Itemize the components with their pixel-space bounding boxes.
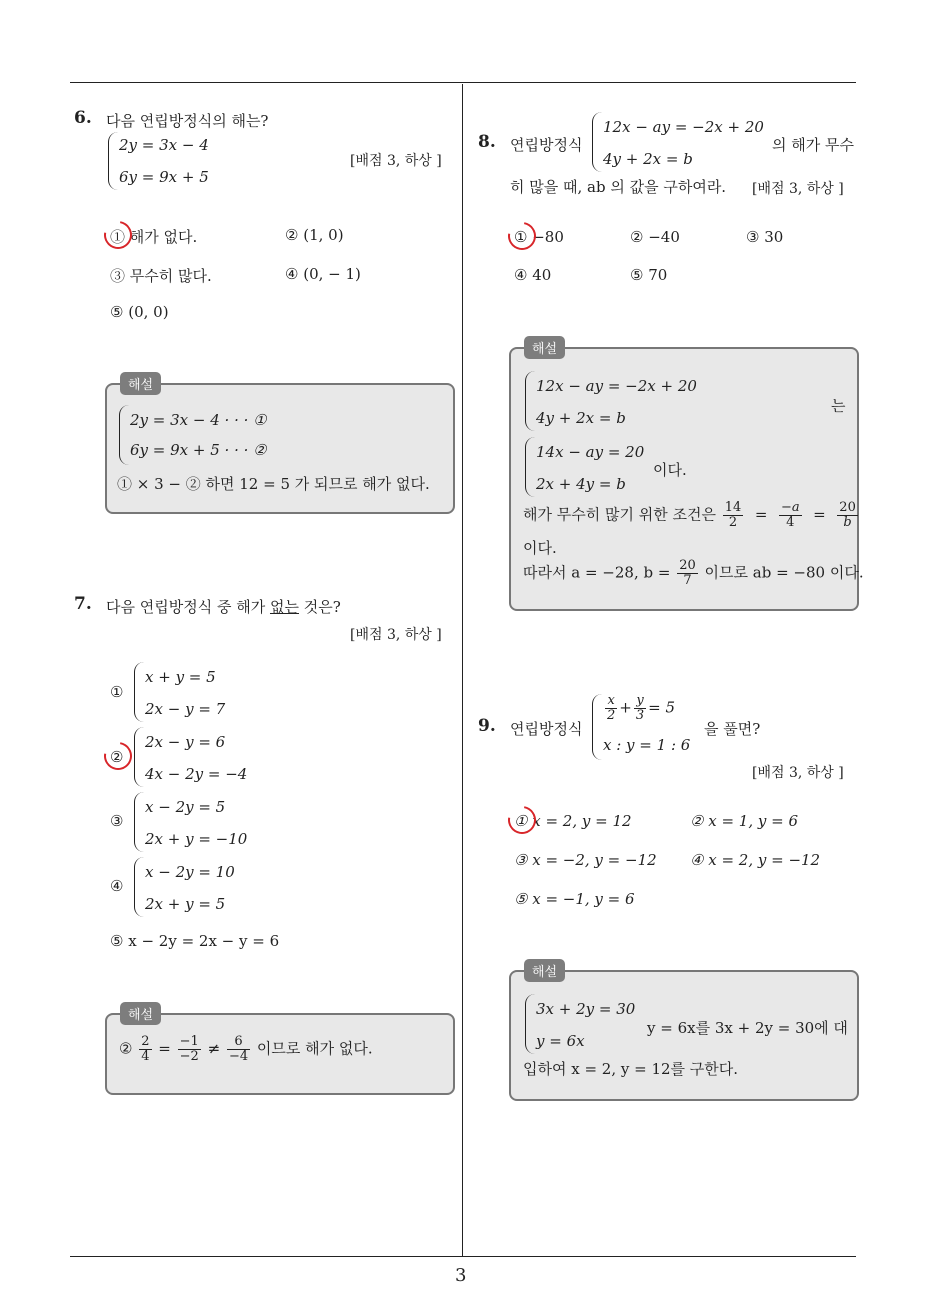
q7-c2-eq2: 4x − 2y = −4 <box>145 765 248 783</box>
q8-frac-3-num: 20 <box>839 500 856 515</box>
q7-eq-sign: = <box>158 1039 171 1058</box>
q7-meta: [배점 3, 하상 ] <box>350 627 442 643</box>
q6-solution-system <box>119 405 328 465</box>
q9-eq2: x : y = 1 : 6 <box>603 736 691 754</box>
q8-s-eq2: 4y + 2x = b <box>536 409 626 427</box>
q8-frac-3 <box>837 501 858 530</box>
q7-frac-3 <box>227 1035 250 1064</box>
q8-s-eq1: 12x − ay = −2x + 20 <box>536 377 697 395</box>
q7-choice-4-label[interactable]: ④ <box>110 877 124 895</box>
q7-choice-3-system[interactable] <box>134 792 283 852</box>
q8-frac-1-den: 2 <box>728 515 738 530</box>
q9-choice-1[interactable]: ① x = 2, y = 12 <box>514 812 632 830</box>
q7-text-underline: 없는 <box>269 598 299 616</box>
q8-solution-box <box>509 347 864 611</box>
q7-sol-line <box>119 1035 373 1064</box>
q7-text <box>106 596 341 617</box>
q9-system <box>592 694 701 760</box>
q7-number: 7. <box>74 594 92 614</box>
q9-number: 9. <box>478 716 496 736</box>
q8-frac-2-num: −a <box>780 500 800 515</box>
q7-c1-eq1: x + y = 5 <box>145 668 216 686</box>
q8-s-cond: 해가 무수히 많기 위한 조건은 <box>523 505 716 524</box>
answer-mark-circle <box>99 216 138 255</box>
q7-choice-5[interactable]: ⑤ x − 2y = 2x − y = 6 <box>110 932 280 950</box>
q9-eq1 <box>603 694 675 723</box>
q8-frac-2-den: 4 <box>786 515 795 530</box>
q6-number: 6. <box>74 108 92 128</box>
q8-meta: [배점 3, 하상 ] <box>752 181 844 197</box>
q8-pre: 연립방정식 <box>510 136 583 154</box>
q9-choice-3[interactable]: ③ x = −2, y = −12 <box>514 851 657 869</box>
q9-plus: + <box>619 698 632 717</box>
q7-frac-1-den: 4 <box>141 1049 150 1064</box>
q9-solution-box <box>509 970 859 1101</box>
q6-eq2: 6y = 9x + 5 <box>119 168 209 186</box>
q6-choice-1[interactable]: ① 해가 없다. <box>110 228 198 246</box>
q8-solution-label: 해설 <box>524 336 565 359</box>
q9-choice-4[interactable]: ④ x = 2, y = −12 <box>690 851 821 869</box>
q9-sol-system <box>525 994 654 1054</box>
q7-text-b: 것은? <box>298 598 341 616</box>
q8-post: 의 해가 무수 <box>772 136 854 154</box>
q7-choice-3-label[interactable]: ③ <box>110 812 124 830</box>
answer-mark-circle <box>503 801 542 840</box>
q7-sol-post: 이므로 해가 없다. <box>256 1039 373 1058</box>
q7-choice-4-system[interactable] <box>134 857 283 917</box>
q9-frac-y-num: y <box>634 694 646 709</box>
q7-frac-2 <box>178 1035 201 1064</box>
q9-s-eq1: 3x + 2y = 30 <box>536 1000 636 1018</box>
bottom-rule <box>70 1256 856 1257</box>
q8-line2: 히 많을 때, ab 의 값을 구하여라. <box>510 178 727 196</box>
q8-s-last-line <box>523 559 864 588</box>
q6-sol-text: ① × 3 − ② 하면 12 = 5 가 되므로 해가 없다. <box>117 475 430 493</box>
q8-s-cond-line: 해가 무수히 많기 위한 조건은 $\frac{14}{2}$ = $\frac{-a}{4}$ = $\frac{20}{b}$ <box>523 500 856 530</box>
q7-frac-2-num: −1 <box>179 1034 199 1049</box>
q8-s-ida: 이다. <box>653 461 687 479</box>
q9-eq1-rhs: = 5 <box>648 698 676 717</box>
q7-choice-2-system[interactable] <box>134 727 283 787</box>
q7-c4-eq2: 2x + y = 5 <box>145 895 226 913</box>
q7-choice-2-label[interactable]: ② <box>110 748 124 766</box>
q7-choice-1-system[interactable] <box>134 662 283 722</box>
q9-s-eq2: y = 6x <box>536 1032 585 1050</box>
q6-meta: [배점 3, 하상 ] <box>350 153 442 169</box>
q8-s-ida2: 이다. <box>523 539 557 557</box>
page-number: 3 <box>455 1265 467 1286</box>
q8-s-last-pre: 따라서 a = −28, b = <box>523 563 671 582</box>
q9-choice-5[interactable]: ⑤ x = −1, y = 6 <box>514 890 635 908</box>
q9-frac-x-num: x <box>605 694 617 709</box>
q9-solution-label: 해설 <box>524 959 565 982</box>
q8-choice-2[interactable]: ② −40 <box>630 228 680 246</box>
q7-frac-1 <box>139 1035 151 1064</box>
q6-system <box>108 132 297 190</box>
column-divider <box>462 84 463 1256</box>
q6-eq1: 2y = 3x − 4 <box>119 136 209 154</box>
q8-eq2: 4y + 2x = b <box>603 150 693 168</box>
q7-c3-eq1: x − 2y = 5 <box>145 798 226 816</box>
q7-c4-eq1: x − 2y = 10 <box>145 863 235 881</box>
q6-choice-2[interactable]: ② (1, 0) <box>285 226 344 244</box>
q8-s-eq3: 14x − ay = 20 <box>536 443 645 461</box>
q9-frac-x <box>605 694 617 723</box>
q8-frac-2 <box>779 501 802 530</box>
q8-sol-system-1 <box>525 371 704 431</box>
q9-frac-x-den: 2 <box>607 708 616 723</box>
q7-frac-1-num: 2 <box>141 1034 150 1049</box>
q6-sol-eq1: 2y = 3x − 4 · · · ① <box>130 411 267 429</box>
q7-choice-1-label[interactable]: ① <box>110 683 124 701</box>
q8-choice-4[interactable]: ④ 40 <box>514 266 552 284</box>
q8-frac-1-num: 14 <box>724 500 742 515</box>
q9-frac-y <box>634 694 646 723</box>
answer-mark-circle <box>503 217 542 256</box>
q8-system <box>592 112 771 172</box>
q8-s-eq4: 2x + 4y = b <box>536 475 626 493</box>
q6-solution-box <box>105 383 455 514</box>
q9-s-line2: 입하여 x = 2, y = 12를 구한다. <box>523 1060 739 1078</box>
q7-frac-2-den: −2 <box>179 1049 199 1064</box>
q9-frac-y-den: 3 <box>635 708 645 723</box>
q8-choice-1[interactable]: ① −80 <box>514 228 564 246</box>
q8-s-last-post: 이므로 ab = −80 이다. <box>704 563 864 582</box>
q7-text-a: 다음 연립방정식 중 해가 <box>106 598 270 616</box>
q7-c2-eq1: 2x − y = 6 <box>145 733 226 751</box>
q6-solution-label: 해설 <box>120 372 161 395</box>
answer-mark-circle <box>99 737 138 776</box>
q8-frac-4 <box>677 559 698 588</box>
q9-pre: 연립방정식 <box>510 720 583 738</box>
q8-frac-1 <box>723 501 744 530</box>
q7-neq-sign: ≠ <box>207 1039 221 1058</box>
q8-frac-3-den: b <box>843 515 852 530</box>
q6-choice-5[interactable]: ⑤ (0, 0) <box>110 303 169 321</box>
top-rule <box>70 82 856 83</box>
q7-solution-label: 해설 <box>120 1002 161 1025</box>
q6-sol-eq2: 6y = 9x + 5 · · · ② <box>130 441 267 459</box>
q8-choice-5[interactable]: ⑤ 70 <box>630 266 668 284</box>
q9-post: 을 풀면? <box>704 720 761 738</box>
q8-eq1: 12x − ay = −2x + 20 <box>603 118 764 136</box>
q8-sol-system-2 <box>525 437 674 497</box>
q7-c3-eq2: 2x + y = −10 <box>145 830 248 848</box>
q7-frac-3-den: −4 <box>228 1049 249 1064</box>
q9-choice-2[interactable]: ② x = 1, y = 6 <box>690 812 798 830</box>
q8-choice-3[interactable]: ③ 30 <box>746 228 784 246</box>
q7-sol-pre: ② <box>119 1039 133 1058</box>
q6-text: 다음 연립방정식의 해는? <box>106 112 269 130</box>
q9-meta: [배점 3, 하상 ] <box>752 765 844 781</box>
q7-frac-3-num: 6 <box>227 1035 250 1050</box>
q6-choice-4[interactable]: ④ (0, − 1) <box>285 265 361 283</box>
q7-solution-box <box>105 1013 455 1095</box>
q9-s-right: y = 6x를 3x + 2y = 30에 대 <box>647 1019 848 1037</box>
q8-number: 8. <box>478 132 496 152</box>
q7-c1-eq2: 2x − y = 7 <box>145 700 226 718</box>
q6-choice-3[interactable]: ③ 무수히 많다. <box>110 267 212 285</box>
q8-frac-4-den: 7 <box>683 573 692 588</box>
q8-s-neun: 는 <box>831 397 846 415</box>
q8-frac-4-num: 20 <box>679 558 696 573</box>
